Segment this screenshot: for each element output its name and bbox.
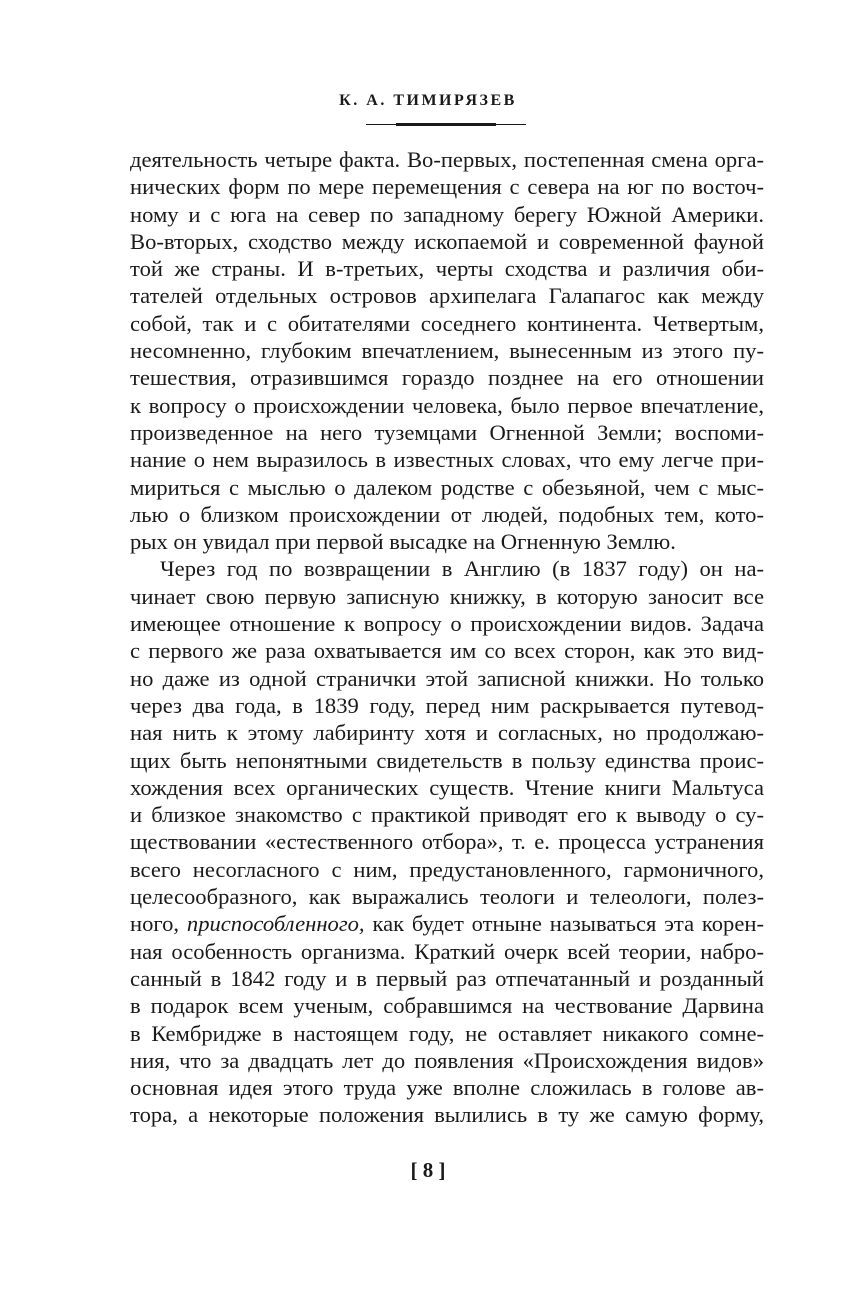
text-line: нание о нем выразилось в известных словах, что ему легче при- [130,447,764,473]
text-line: рых он увидал при первой высадке на Огненную Землю. [130,529,676,555]
text-line: ществовании «естественного отбора», т. е. процесса устранения [130,829,764,855]
text-fragment: как будет отныне называться эта корен- [372,911,764,937]
text-line: всего несогласного с ним, предустановленного, гармоничного, [130,856,764,882]
text-line: с первого же раза охватывается им со всех сторон, как это вид- [130,638,764,664]
text-line: мириться с мыслью о далеком родстве с обезьяной, чем с мыс- [130,474,764,500]
text-line: и близкое знакомство с практикой приводят его к выводу о су- [130,802,764,828]
text-line: несомненно, глубоким впечатлением, вынесенным из этого пу- [130,338,764,364]
text-line: той же страны. И в-третьих, черты сходства и различия оби- [130,256,764,282]
header-title: К. А. ТИМИРЯЗЕВ [339,92,517,109]
text-line: санный в 1842 году и в первый раз отпечатанный и розданный [130,965,764,991]
text-line: к вопросу о происхождении человека, было первое впечатление, [130,392,764,418]
text-line: хождения всех органических существ. Чтение книги Мальтуса [130,774,764,800]
text-line: ния, что за двадцать лет до появления «Происхождения видов» [130,1047,764,1073]
text-line: ная особенность организма. Краткий очерк всей теории, набро- [130,938,764,964]
text-line: произведенное на него туземцами Огненной Земли; воспоми- [130,419,764,445]
text-line: целесообразного, как выражались теологи и телеологи, полез- [130,884,764,910]
text-line: тешествия, отразившимся гораздо позднее на его отношении [130,365,764,391]
text-line: основная идея этого труда уже вполне сложилась в голове ав- [130,1075,764,1101]
page-number: [ 8 ] [410,1158,446,1182]
text-line: имеющее отношение к вопросу о происхождении видов. Задача [130,611,764,637]
text-line: ному и с юга на север по западному берегу Южной Америки. [130,201,764,227]
body-text [130,146,764,1129]
text-line: собой, так и с обитателями соседнего континента. Четвертым, [130,310,764,336]
text-line: в подарок всем ученым, собравшимся на чествование Дарвина [130,993,764,1019]
text-line: деятельность четыре факта. Во-первых, постепенная смена орга- [130,147,764,172]
text-line: но даже из одной странички этой записной книжки. Но только [130,665,764,691]
text-line: ная нить к этому лабиринту хотя и согласных, но продолжаю- [130,720,764,746]
text-fragment: ного, [130,911,180,937]
text-line: Во-вторых, сходство между ископаемой и современной фауной [130,228,764,254]
text-line: тора, а некоторые положения вылились в ту же самую форму, [130,1102,764,1128]
text-line: через два года, в 1839 году, перед ним раскрывается путевод- [130,692,764,718]
text-line: Через год по возвращении в Англию (в 1837 году) он на- [160,556,764,582]
italic-term: приспособленного, [186,911,365,937]
text-line: нических форм по мере перемещения с севера на юг по восточ- [130,174,764,200]
text-line-mixed [130,910,764,937]
header-rule-accent [396,123,496,126]
text-line: щих быть непонятными свидетельств в пользу единства проис- [130,747,764,773]
text-line: чинает свою первую записную книжку, в которую заносит все [130,583,764,609]
text-line: в Кембридже в настоящем году, не оставляет никакого сомне- [130,1020,764,1046]
running-header [0,90,856,110]
text-line: лью о близком происхождении от людей, подобных тем, кото- [130,501,764,527]
text-line: тателей отдельных островов архипелага Галапагос как между [130,283,764,309]
